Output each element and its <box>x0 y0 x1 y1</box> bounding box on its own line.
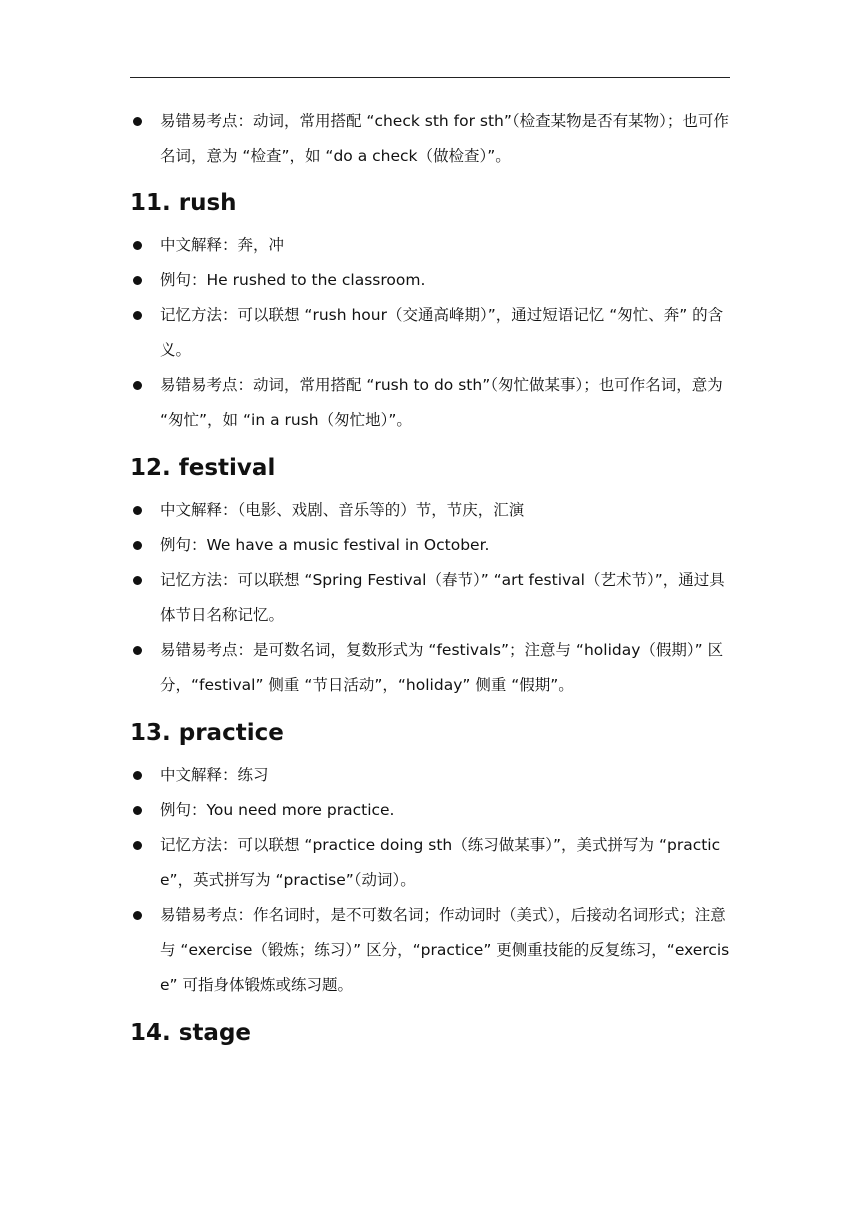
list-item-text: 记忆方法：可以联想 “rush hour（交通高峰期）”，通过短语记忆 “匆忙、奔” 的含义。 <box>160 306 724 359</box>
bullet-dot-icon <box>133 117 142 126</box>
section-heading-rush: 11. rush <box>130 190 237 216</box>
bullet-dot-icon <box>133 911 142 920</box>
bullet-dot-icon <box>133 646 142 655</box>
bullet-dot-icon <box>133 311 142 320</box>
list-item <box>130 758 730 793</box>
list-item <box>130 563 730 633</box>
bullet-dot-icon <box>133 806 142 815</box>
section-heading-festival: 12. festival <box>130 455 276 481</box>
list-item-text: 记忆方法：可以联想 “practice doing sth（练习做某事）”，美式拼写为 “practice”，英式拼写为 “practise”（动词）。 <box>160 836 721 889</box>
list-item <box>130 528 730 563</box>
list-item-text: 中文解释：练习 <box>160 766 269 784</box>
header-rule <box>130 77 730 78</box>
document-content <box>130 104 730 1048</box>
list-item-text: 例句：You need more practice. <box>160 801 395 819</box>
list-item <box>130 228 730 263</box>
list-item <box>130 793 730 828</box>
bullet-dot-icon <box>133 841 142 850</box>
list-item-text: 易错易考点：是可数名词，复数形式为 “festivals”；注意与 “holiday（假期）” 区分，“festival” 侧重 “节日活动”，“holiday” 侧重 “假期”。 <box>160 641 724 694</box>
bullet-dot-icon <box>133 541 142 550</box>
list-item <box>130 104 730 174</box>
section-heading-stage: 14. stage <box>130 1020 252 1046</box>
bullet-dot-icon <box>133 381 142 390</box>
bullet-dot-icon <box>133 241 142 250</box>
list-item <box>130 633 730 703</box>
list-item <box>130 298 730 368</box>
bullet-dot-icon <box>133 276 142 285</box>
bullet-dot-icon <box>133 576 142 585</box>
list-item-text: 中文解释：奔，冲 <box>160 236 285 254</box>
list-item-text: 例句：He rushed to the classroom. <box>160 271 426 289</box>
bullet-dot-icon <box>133 506 142 515</box>
bullet-dot-icon <box>133 771 142 780</box>
list-item <box>130 828 730 898</box>
list-item-text: 易错易考点：动词，常用搭配 “rush to do sth”（匆忙做某事）；也可作名词，意为 “匆忙”，如 “in a rush（匆忙地）”。 <box>160 376 723 429</box>
list-item <box>130 368 730 438</box>
list-item <box>130 263 730 298</box>
list-item <box>130 898 730 1003</box>
list-item-text: 例句：We have a music festival in October. <box>160 536 490 554</box>
section-heading-practice: 13. practice <box>130 720 284 746</box>
list-item-text: 记忆方法：可以联想 “Spring Festival（春节）” “art festival（艺术节）”，通过具体节日名称记忆。 <box>160 571 725 624</box>
list-item-text: 中文解释：（电影、戏剧、音乐等的）节，节庆，汇演 <box>160 501 525 519</box>
list-item <box>130 493 730 528</box>
list-item-text: 易错易考点：作名词时，是不可数名词；作动词时（美式），后接动名词形式；注意与 “exercise（锻炼；练习）” 区分，“practice” 更侧重技能的反复练习，“exercise” 可指身体锻炼或练习题。 <box>160 906 730 994</box>
list-item-text: 易错易考点：动词，常用搭配 “check sth for sth”（检查某物是否有某物）；也可作名词，意为 “检查”，如 “do a check（做检查）”。 <box>160 112 729 165</box>
